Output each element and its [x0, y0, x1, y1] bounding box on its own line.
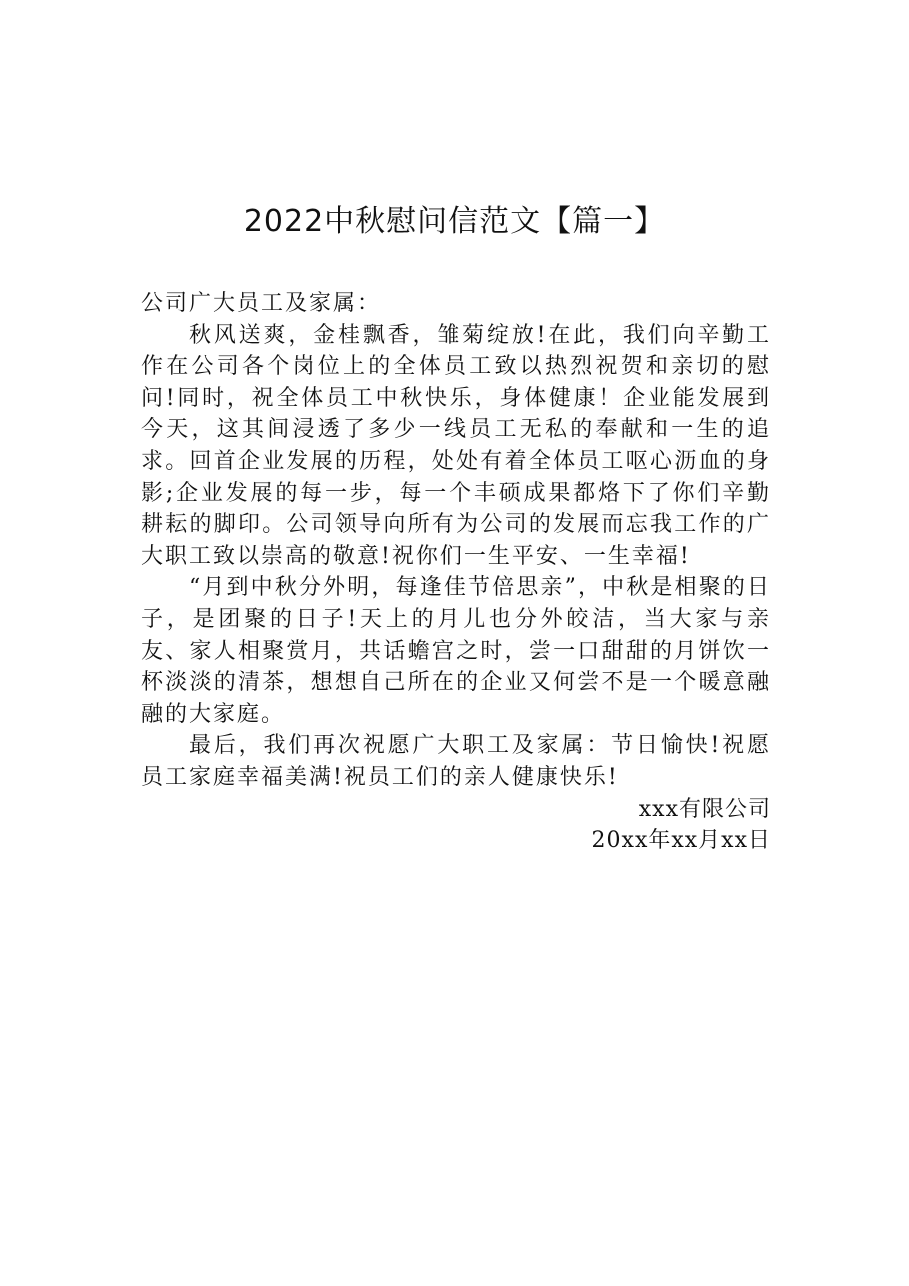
document-title: 2022中秋慰问信范文【篇一】 — [243, 204, 666, 239]
salutation: 公司广大员工及家属： — [141, 291, 382, 316]
paragraph-2: “月到中秋分外明，每逢佳节倍思亲”，中秋是相聚的日子，是团聚的日子!天上的月儿也分外皎洁，当大家与亲友、家人相聚赏月，共话蟾宫之时，尝一口甜甜的月饼饮一杯淡淡的清茶，想想自己所在的企业又何尝不是一个暖意融融的大家庭。 — [141, 575, 771, 727]
date: 20xx年xx月xx日 — [591, 828, 771, 854]
paragraph-3: 最后，我们再次祝愿广大职工及家属：节日愉快!祝愿员工家庭幸福美满!祝员工们的亲人健康快乐! — [141, 733, 771, 790]
signature: xxx有限公司 — [638, 796, 771, 822]
letter-body — [141, 288, 771, 857]
paragraph-1: 秋风送爽，金桂飘香，雏菊绽放!在此，我们向辛勤工作在公司各个岗位上的全体员工致以热烈祝贺和亲切的慰问!同时，祝全体员工中秋快乐，身体健康！企业能发展到今天，这其间浸透了多少一线员工无私的奉献和一生的追求。回首企业发展的历程，处处有着全体员工呕心沥血的身影;企业发展的每一步，每一个丰硕成果都烙下了你们辛勤耕耘的脚印。公司领导向所有为公司的发展而忘我工作的广大职工致以崇高的敬意!祝你们一生平安、一生幸福! — [141, 322, 771, 569]
